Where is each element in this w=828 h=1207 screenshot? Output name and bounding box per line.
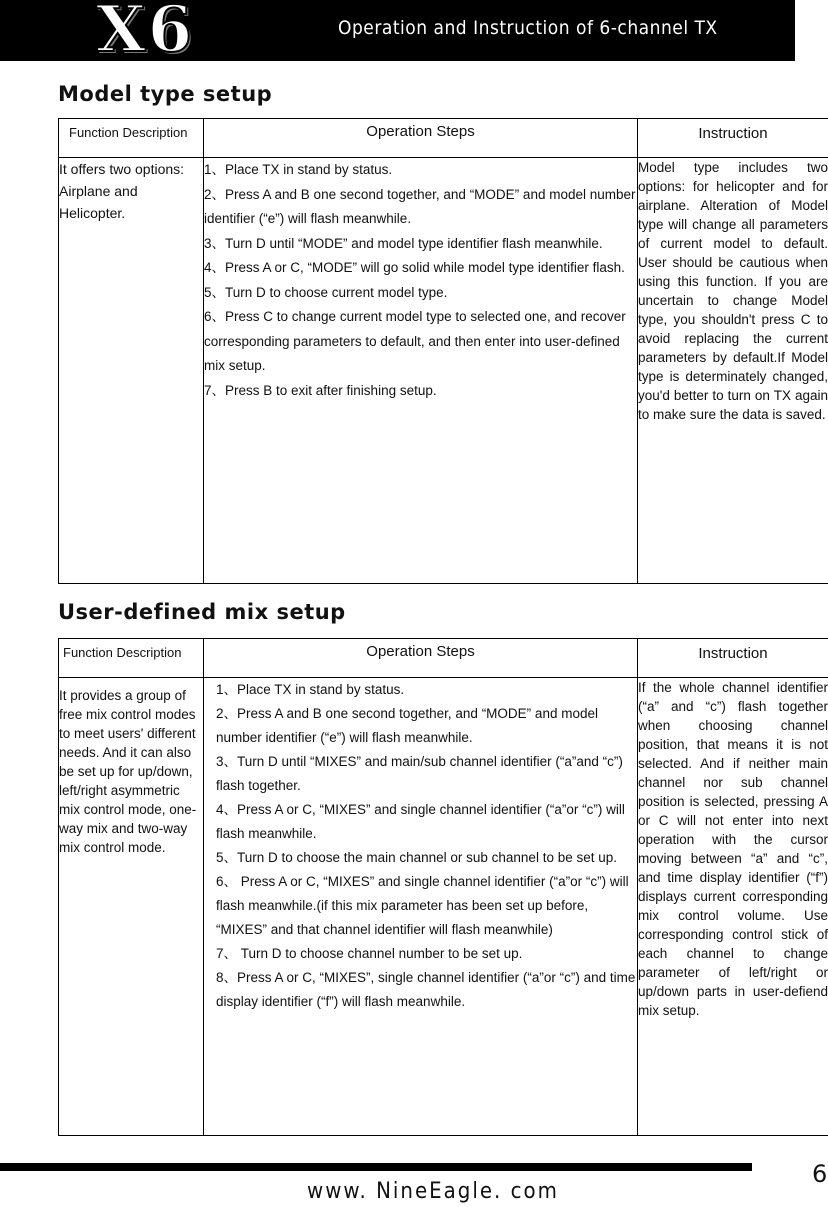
table-header-row bbox=[59, 119, 828, 158]
column-header-steps: Operation Steps bbox=[204, 119, 638, 158]
page-number: 6 bbox=[812, 1160, 828, 1188]
step-item: 3、Turn D until “MIXES” and main/sub channel identifier (“a”and “c”) flash together. bbox=[216, 754, 623, 793]
step-item: 1、Place TX in stand by status. bbox=[204, 162, 393, 177]
instruction-text: If the whole channel identifier (“a” and “c”) flash together when choosing channel position, that means it is not selected. And if neither main channel nor sub channel position is selected, pressing A or C will not enter into next operation with the cursor moving between “a” and “c”, and time display identifier (“f”) displays current corresponding mix control volume. Use corresponding control stick of each channel to change parameter of left/right or up/down parts in user-defiend mix setup. bbox=[638, 678, 828, 1136]
step-item: 4、Press A or C, “MODE” will go solid while model type identifier flash. bbox=[204, 260, 625, 275]
model-type-table bbox=[58, 118, 828, 584]
step-item: 3、Turn D until “MODE” and model type identifier flash meanwhile. bbox=[204, 235, 603, 251]
section-title-user-mix: User-defined mix setup bbox=[58, 600, 346, 624]
instruction-text: Model type includes two options: for helicopter and for airplane. Alteration of Model type will change all parameters of current model to default. User should be cautious when using this function. If you are uncertain to change Model type, you shouldn't press C to avoid replacing the current parameters by default.If Model type is determinately changed, you'd better to turn on TX again to make sure the data is saved. bbox=[638, 158, 828, 584]
x6-logo: X6 bbox=[96, 0, 195, 67]
operation-steps bbox=[204, 158, 638, 584]
column-header-function: Function Description bbox=[59, 119, 204, 158]
step-item: 5、Turn D to choose the main channel or sub channel to be set up. bbox=[216, 850, 617, 865]
function-description: It offers two options: Airplane and Helicopter. bbox=[59, 158, 204, 584]
step-item: 2、Press A and B one second together, and “MODE” and model number identifier (“e”) will flash meanwhile. bbox=[216, 706, 598, 745]
website-url: www. NineEagle. com bbox=[307, 1179, 559, 1204]
step-item: 7、Press B to exit after finishing setup. bbox=[204, 382, 437, 398]
section-title-model-type: Model type setup bbox=[58, 82, 273, 106]
operation-steps bbox=[204, 678, 638, 1136]
step-item: 8、Press A or C, “MIXES”, single channel identifier (“a”or “c”) and time display identifier (“f”) will flash meanwhile. bbox=[216, 970, 636, 1009]
column-header-function: Function Description bbox=[59, 639, 204, 678]
header-bar bbox=[0, 0, 795, 67]
user-mix-table bbox=[58, 638, 828, 1136]
step-item: 2、Press A and B one second together, and “MODE” and model number identifier (“e”) will flash meanwhile. bbox=[204, 186, 636, 226]
step-item: 6、Press C to change current model type to selected one, and recover corresponding parameters to default, and then enter into user-defined mix setup. bbox=[204, 309, 626, 373]
step-item: 1、Place TX in stand by status. bbox=[216, 682, 405, 697]
column-header-instruction: Instruction bbox=[638, 639, 828, 678]
footer-bar bbox=[0, 1163, 752, 1171]
column-header-instruction: Instruction bbox=[638, 119, 828, 158]
step-item: 6、 Press A or C, “MIXES” and single channel identifier (“a”or “c”) will flash meanwhile.(if this mix parameter has been set up before, “MIXES” and that channel identifier will flash meanwhile) bbox=[216, 874, 629, 937]
column-header-steps: Operation Steps bbox=[204, 639, 638, 678]
step-item: 4、Press A or C, “MIXES” and single channel identifier (“a”or “c”) will flash meanwhile. bbox=[216, 802, 625, 841]
step-item: 5、Turn D to choose current model type. bbox=[204, 284, 448, 300]
table-body-row bbox=[59, 158, 828, 584]
step-item: 7、 Turn D to choose channel number to be set up. bbox=[216, 946, 523, 961]
table-header-row bbox=[59, 639, 828, 678]
function-description: It provides a group of free mix control modes to meet users' different needs. And it can also be set up for up/down, left/right asymmetric mix control mode, one-way mix and two-way mix control mode. bbox=[59, 678, 204, 1136]
header-title: Operation and Instruction of 6-channel TX bbox=[338, 17, 718, 39]
table-body-row bbox=[59, 678, 828, 1136]
